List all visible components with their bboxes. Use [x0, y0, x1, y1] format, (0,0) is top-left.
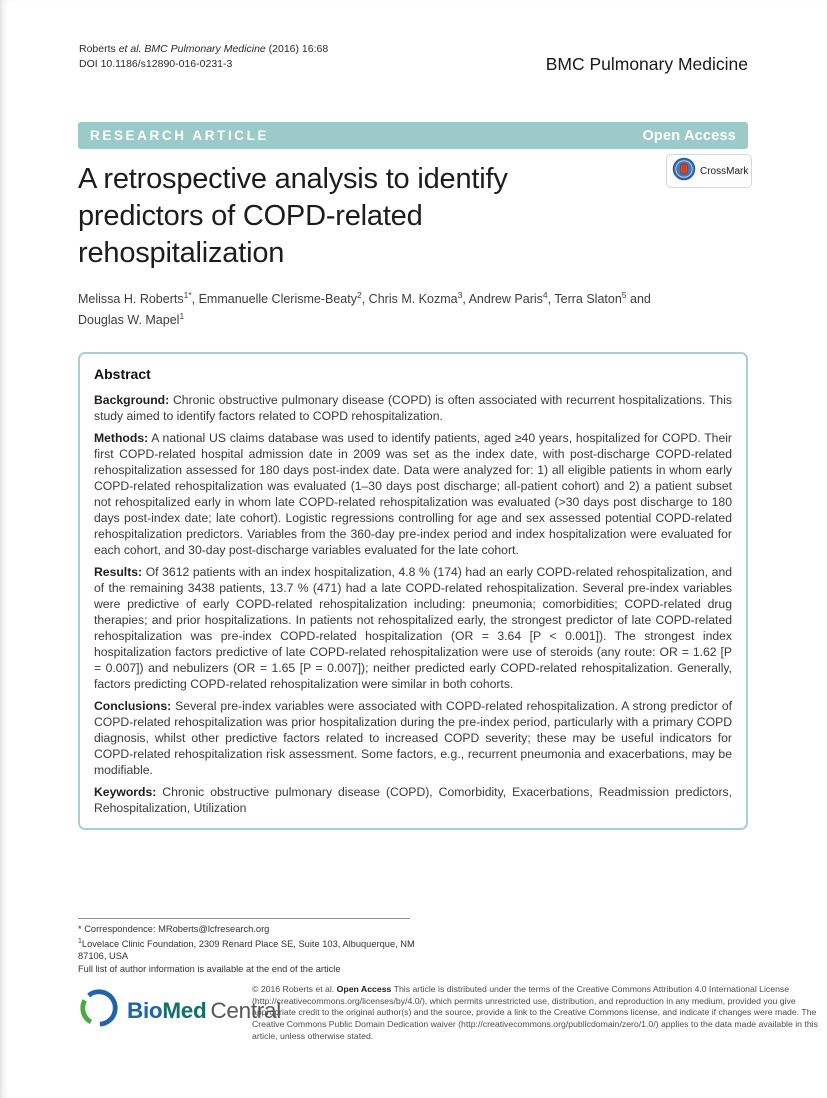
journal-name: BMC Pulmonary Medicine [545, 54, 748, 74]
section-text: Of 3612 patients with an index hospitalization, 4.8 % (174) had an early COPD-related rehospitalization, and of the remaining 3438 patients, 13.7 % (471) had a late COPD-related rehospitalization. Several pre-index variables were predictive of early COPD-related rehospitalization including: pneumonia; comorbidities; COPD-related drug therapies; and prior hospitalizations. In patients not rehospitalized early, the strongest predictor of late COPD-related rehospitalization was pre-index COPD-related hospitalization (OR = 3.64 [P < 0.001]). The strongest index hospitalization factors predictive of late COPD-related rehospitalization were use of steroids (any route: OR = 1.62 [P = 0.007]) and nebulizers (OR = 1.65 [P = 0.007]); neither predicted early COPD-related rehospitalization. Generally, factors predicting COPD-related rehospitalization were similar in both cohorts. [94, 565, 733, 691]
biomed-central-circle-icon [78, 987, 120, 1034]
abstract-conclusions [94, 698, 732, 778]
abstract-keywords [94, 784, 732, 816]
section-text: A national US claims database was used to identify patients, aged ≥40 years, hospitalized for COPD. Their first COPD-related hospital admission date in 2009 was set as the index date, with post-discharge COPD-related rehospitalization assessed for 180 days post-index date. Data were analyzed for: 1) all eligible patients in whom early COPD-related rehospitalization was evaluated (1–30 days post discharge; all-patient cohort) and 2) a patient subset not rehospitalized early in whom late COPD-related rehospitalization was evaluated (>30 days post discharge to 180 days post-index date; late cohort). Logistic regressions controlling for age and sex assessed potential COPD-related rehospitalization predictors. Variables from the 360-day pre-index period and index hospitalization were evaluated for each cohort, and 30-day post-discharge variables evaluated for the late cohort. [94, 431, 732, 557]
abstract-background [94, 392, 732, 424]
citation-line: Roberts et al. BMC Pulmonary Medicine (2016) 16:68 [79, 43, 329, 55]
research-article-banner [78, 122, 748, 149]
citation-journal-italic: et al. BMC Pulmonary Medicine [118, 43, 266, 55]
section-label: Results: [94, 565, 143, 579]
correspondence-email-link[interactable]: MRoberts@lcfresearch.org [158, 924, 270, 934]
abstract-heading: Abstract [94, 366, 151, 382]
section-label: Conclusions: [94, 699, 172, 713]
article-type-label: RESEARCH ARTICLE [90, 128, 270, 143]
footnote-divider [78, 918, 410, 919]
affiliation-line: $^1$Lovelace Clinic Foundation, 2309 Renard Place SE, Suite 103, Albuquerque, NM 87106, USA [78, 937, 415, 962]
crossmark-badge[interactable] [666, 154, 752, 188]
author-list: Melissa H. Roberts$^{1*}$, Emmanuelle Clerisme-Beaty$^2$, Chris M. Kozma$^3$, Andrew Paris$^4$, Terra Slaton$^5$ and Douglas W. Mapel$^1$ [78, 290, 651, 328]
section-label: Methods: [94, 431, 149, 445]
section-text: Chronic obstructive pulmonary disease (COPD), Comorbidity, Exacerbations, Readmission predictors, Rehospitalization, Utilization [94, 785, 732, 815]
correspondence-footnote [78, 918, 426, 975]
license-statement: © 2016 Roberts et al. Open Access This article is distributed under the terms of the Creative Commons Attribution 4.0 International License (http://creativecommons.org/licenses/by/4.0/), which permits unrestricted use, distribution, and reproduction in any medium, provided you give appropriate credit to the original author(s) and the source, provide a link to the Creative Commons license, and indicate if changes were made. The Creative Commons Public Domain Dedication waiver (http://creativecommons.org/publicdomain/zero/1.0/) applies to the data made available in this article, unless otherwise stated. [252, 984, 818, 1041]
section-label: Keywords: [94, 785, 157, 799]
page-title: A retrospective analysis to identify predictors of COPD-related rehospitalization [78, 163, 508, 269]
abstract-box [78, 352, 748, 830]
open-access-bold: Open Access [336, 984, 392, 994]
biomed-central-wordmark: BioMed Central [127, 997, 281, 1023]
section-text: Chronic obstructive pulmonary disease (COPD) is often associated with recurrent hospitalizations. This study aimed to identify factors related to COPD rehospitalization. [94, 393, 732, 423]
crossmark-label: CrossMark [700, 165, 749, 177]
abstract-results [94, 564, 732, 692]
section-text: Several pre-index variables were associated with COPD-related rehospitalization. A strong predictor of COPD-related rehospitalization was prior hospitalization during the pre-index period, particularly with a primary COPD diagnosis, whilst other predictive factors related to increased COPD severity; these may be useful indicators for COPD-related rehospitalization risk assessment. Some factors, e.g., recurrent pneumonia and exacerbations, may be modifiable. [94, 699, 732, 777]
crossmark-icon [672, 157, 696, 186]
author-info-note: Full list of author information is available at the end of the article [78, 963, 341, 974]
correspondence-line: * Correspondence: MRoberts@lcfresearch.org [78, 924, 270, 934]
open-access-label: Open Access [642, 127, 736, 144]
section-label: Background: [94, 393, 170, 407]
biomed-central-logo [78, 987, 281, 1034]
citation-header [79, 42, 328, 71]
doi-line: DOI 10.1186/s12890-016-0231-3 [79, 57, 233, 70]
abstract-methods [94, 430, 732, 558]
